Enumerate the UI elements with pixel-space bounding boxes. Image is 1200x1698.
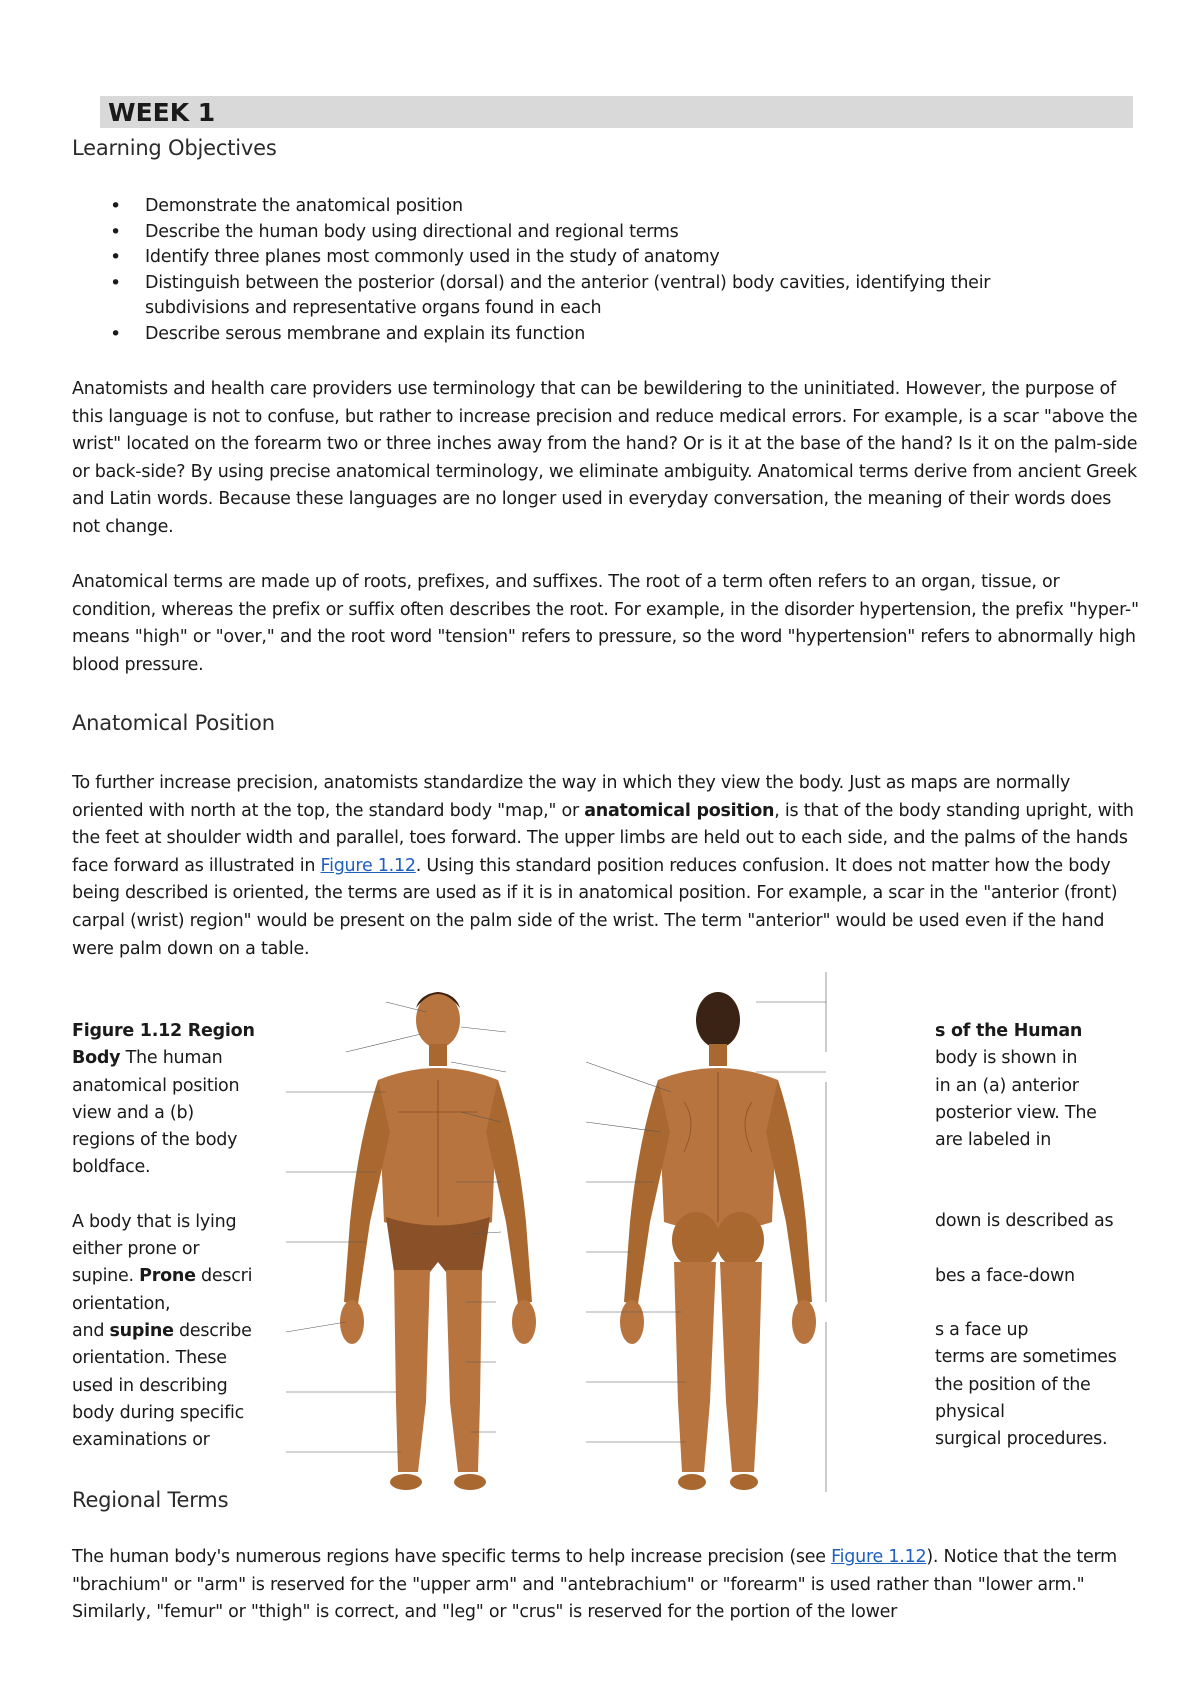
objective-item: • Describe serous membrane and explain its function: [72, 322, 1072, 348]
caption-text: The human: [120, 1048, 223, 1069]
text-run: To further increase precision, anatomists standardize the way in which they view the body. Just as maps are normally oriented with north at the top, the standard body "map," or: [72, 773, 1071, 821]
figure-1-12-link[interactable]: Figure 1.12: [320, 855, 416, 876]
caption-line: orientation. These: [72, 1348, 227, 1369]
anterior-body-illustration: [340, 992, 536, 1490]
caption-line: used in describing: [72, 1375, 228, 1396]
caption-text: and: [72, 1320, 110, 1341]
caption-line: examinations or: [72, 1430, 210, 1451]
figure-caption-left: [72, 1018, 272, 1454]
posterior-body-illustration: [620, 992, 816, 1490]
caption-line: either prone or: [72, 1239, 200, 1260]
text-run: The human body's numerous regions have specific terms to help increase precision (see: [72, 1547, 832, 1567]
caption-line: A body that is lying: [72, 1211, 237, 1232]
caption-bold: Body: [72, 1048, 121, 1069]
caption-line: boldface.: [72, 1157, 151, 1178]
objective-item: • Identify three planes most commonly used in the study of anatomy: [72, 245, 1072, 271]
objective-item: • Demonstrate the anatomical position: [72, 194, 1072, 220]
caption-bold: Prone: [139, 1266, 196, 1287]
text-run: . Using this standard position reduces confusion. It does not matter how the body being described is oriented, the terms are used as if it is in anatomical position. For example, a scar in the "anterior (front) carpal (wrist) region" would be present on the palm side of the wrist. The term "anterior" would be used even if the hand were palm down on a table.: [72, 855, 1118, 959]
caption-text: describe: [173, 1320, 252, 1341]
week-title: WEEK 1: [108, 98, 216, 127]
learning-objectives-heading: Learning Objectives: [72, 136, 277, 160]
body-regions-figure: [286, 972, 906, 1522]
week-header-bar: [100, 96, 1133, 128]
figure-caption-right: [935, 1018, 1150, 1454]
caption-line: are labeled in: [935, 1130, 1052, 1151]
intro-paragraph-1: Anatomists and health care providers use terminology that can be bewildering to the uninitiated. However, the purpose of this language is not to confuse, but rather to increase precision and reduce medical errors. For example, is a scar "above the wrist" located on the forearm two or three inches away from the hand? Or is it at the base of the hand? Is it on the palm-side or back-side? By using precise anatomical terminology, we eliminate ambiguity. Anatomical terms derive from ancient Greek and Latin words. Because these languages are no longer used in everyday conversation, the meaning of their words does not change.: [72, 379, 1138, 537]
anatomical-position-paragraph: [72, 770, 1142, 963]
figure-1-12-link[interactable]: Figure 1.12: [831, 1547, 927, 1567]
caption-line: in an (a) anterior: [935, 1075, 1079, 1096]
caption-line: body is shown in: [935, 1048, 1078, 1069]
objective-item: • Describe the human body using directional and regional terms: [72, 220, 1072, 246]
anatomical-position-heading: Anatomical Position: [72, 711, 275, 735]
caption-bold: supine: [109, 1320, 174, 1341]
objective-item: • Distinguish between the posterior (dorsal) and the anterior (ventral) body cavities, identifying their subdivisions and representative organs found in each: [72, 271, 1072, 322]
regional-terms-paragraph: [72, 1544, 1142, 1627]
caption-title: Figure 1.12 Region: [72, 1021, 255, 1041]
caption-line: body during specific: [72, 1402, 244, 1423]
intro-paragraph-2: Anatomical terms are made up of roots, prefixes, and suffixes. The root of a term often refers to an organ, tissue, or condition, whereas the prefix or suffix often describes the root. For example, in the disorder hypertension, the prefix "hyper-" means "high" or "over," and the root word "tension" refers to pressure, so the word "hypertension" refers to abnormally high blood pressure.: [72, 572, 1139, 675]
caption-title: s of the Human: [935, 1021, 1083, 1041]
caption-line: terms are sometimes: [935, 1347, 1117, 1368]
regional-terms-heading: Regional Terms: [72, 1488, 229, 1512]
caption-line: the position of the: [935, 1374, 1091, 1395]
bold-term: anatomical position: [584, 800, 775, 821]
caption-line: posterior view. The: [935, 1102, 1097, 1123]
caption-text: supine.: [72, 1266, 140, 1287]
caption-line: surgical procedures.: [935, 1429, 1108, 1450]
caption-line: bes a face-down: [935, 1265, 1075, 1286]
caption-line: physical: [935, 1401, 1005, 1422]
text-run: ). Notice that the term "brachium" or "arm" is reserved for the "upper arm" and "antebrachium" or "forearm" is used rather than "lower arm." Similarly, "femur" or "thigh" is correct, and "leg" or "crus" is reserved for the portion of the lower: [72, 1547, 1117, 1623]
caption-line: view and a (b): [72, 1102, 194, 1123]
caption-line: orientation,: [72, 1293, 171, 1314]
caption-text: descri: [195, 1266, 253, 1287]
caption-line: down is described as: [935, 1211, 1114, 1232]
text-run: , is that of the body standing upright, with the feet at shoulder width and parallel, toes forward. The upper limbs are held out to each side, and the palms of the hands face forward as illustrated in: [72, 800, 1134, 876]
caption-line: s a face up: [935, 1320, 1029, 1341]
objectives-list: [72, 194, 1072, 347]
caption-line: anatomical position: [72, 1075, 240, 1096]
caption-line: regions of the body: [72, 1130, 238, 1151]
